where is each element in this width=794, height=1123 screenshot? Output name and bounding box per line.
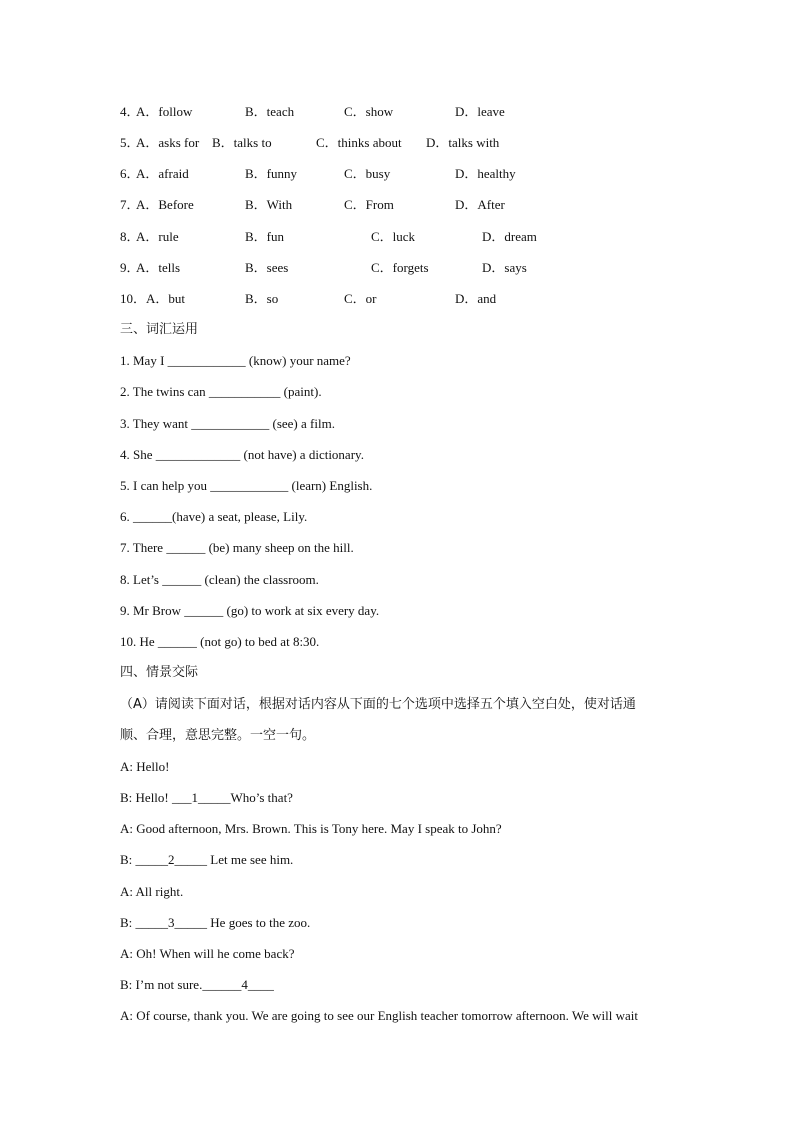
option-d: D．talks with [426,135,500,150]
dialogue-line-4: B: _____2_____ Let me see him. [120,852,294,867]
vocab-item-5: 5. I can help you ____________ (learn) English. [120,478,373,493]
vocab-item-8: 8. Let’s ______ (clean) the classroom. [120,572,319,587]
option-c: C．luck [371,229,416,244]
question-number: 8． [120,229,140,244]
option-b: B．sees [245,260,289,275]
option-a: A．afraid [136,166,189,181]
vocab-item-2: 2. The twins can ___________ (paint). [120,384,322,399]
question-number: 7． [120,197,140,212]
section-heading-dialogue: 四、情景交际 [120,665,199,680]
option-b: B．talks to [212,135,272,150]
option-a: A．tells [136,260,181,275]
option-c: C．or [344,291,377,306]
option-d: D．says [482,260,527,275]
option-b: B．With [245,197,293,212]
dialogue-line-2: B: Hello! ___1_____Who’s that? [120,790,293,805]
vocab-item-3: 3. They want ____________ (see) a film. [120,416,335,431]
option-b: B．fun [245,229,285,244]
option-a: A．asks for [136,135,200,150]
option-a: A．Before [136,197,194,212]
dialogue-line-8: B: I’m not sure.______4____ [120,977,274,992]
option-c: C．forgets [371,260,429,275]
dialogue-line-1: A: Hello! [120,759,170,774]
question-number: 9． [120,260,140,275]
option-d: D．healthy [455,166,516,181]
vocab-item-4: 4. She _____________ (not have) a dictionary. [120,447,364,462]
option-a: A．but [146,291,186,306]
option-d: D．dream [482,229,537,244]
question-number: 6． [120,166,140,181]
dialogue-line-5: A: All right. [120,884,184,899]
section-heading-vocabulary: 三、词汇运用 [120,322,199,337]
option-b: B．teach [245,104,295,119]
vocab-item-9: 9. Mr Brow ______ (go) to work at six every day. [120,603,380,618]
instruction-line-2: 顺、合理，意思完整。一空一句。 [120,728,316,743]
dialogue-line-9: A: Of course, thank you. We are going to see our English teacher tomorrow afternoon. We will wait [120,1008,639,1023]
vocab-item-1: 1. May I ____________ (know) your name? [120,353,351,368]
dialogue-line-6: B: _____3_____ He goes to the zoo. [120,915,311,930]
option-c: C．From [344,197,394,212]
option-a: A．follow [136,104,193,119]
question-number: 10． [120,291,147,306]
option-b: B．funny [245,166,298,181]
option-a: A．rule [136,229,179,244]
option-d: D．and [455,291,497,306]
option-d: D．leave [455,104,505,119]
dialogue-line-7: A: Oh! When will he come back? [120,946,295,961]
vocab-item-6: 6. ______(have) a seat, please, Lily. [120,509,308,524]
question-number: 5． [120,135,140,150]
question-number: 4． [120,104,140,119]
vocab-item-10: 10. He ______ (not go) to bed at 8:30. [120,634,320,649]
option-c: C．show [344,104,394,119]
option-d: D．After [455,197,505,212]
instruction-line-1: （A）请阅读下面对话，根据对话内容从下面的七个选项中选择五个填入空白处，使对话通 [120,697,636,712]
option-c: C．busy [344,166,391,181]
option-b: B．so [245,291,279,306]
option-c: C．thinks about [316,135,402,150]
dialogue-line-3: A: Good afternoon, Mrs. Brown. This is Tony here. May I speak to John? [120,821,502,836]
vocab-item-7: 7. There ______ (be) many sheep on the hill. [120,540,354,555]
